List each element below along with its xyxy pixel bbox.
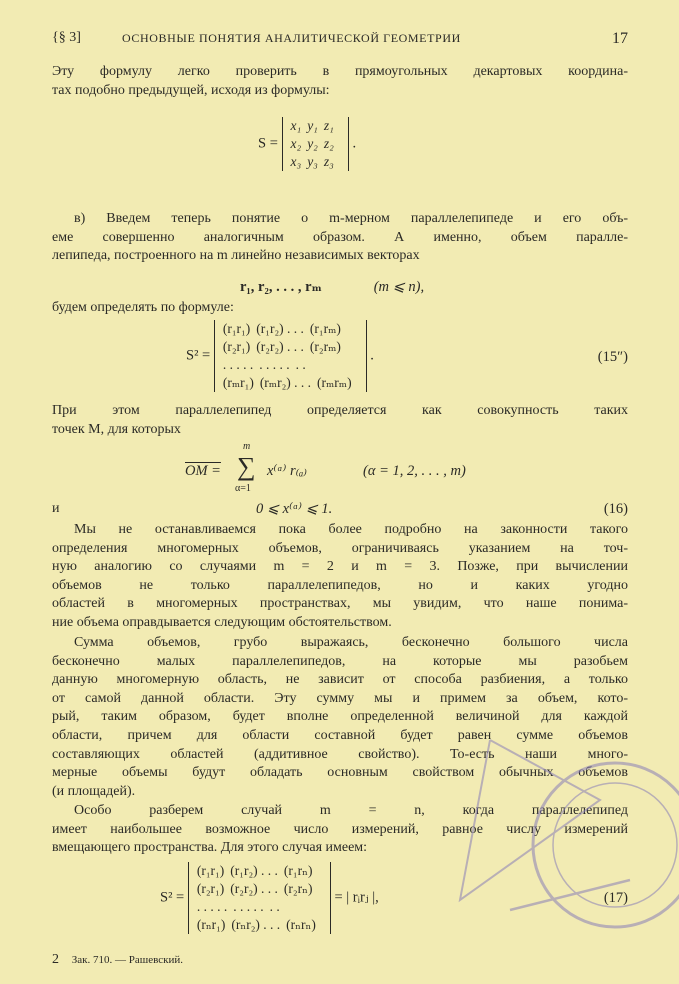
vector-list: r₁, r₂, . . . , rₘ xyxy=(240,279,323,295)
text-line: от самой данной области. Эту сумму мы и примем за объем, кото- xyxy=(52,690,628,706)
determinant-entry: . . xyxy=(269,899,280,914)
determinant-entry: (r₁rₘ) xyxy=(309,321,341,336)
text-line: точек M, для которых xyxy=(52,421,181,437)
equation-number-15: (15″) xyxy=(597,349,628,365)
determinant-entry: x₂ xyxy=(290,136,302,151)
text-line: Эту формулу легко проверить в прямоугольных декартовых координа- xyxy=(52,64,628,79)
determinant-entry: (rₘrₘ) xyxy=(317,375,352,390)
determinant-entry: (rₘr₂) . . . xyxy=(259,375,312,390)
determinant-entry: . . . . . xyxy=(196,899,228,914)
determinant-entry: (r₁r₁) xyxy=(196,863,225,878)
text-line: ние объема оправдывается следующим обстоятельством. xyxy=(52,614,392,630)
text-line: составляющих областей (аддитивное свойство). То-есть наши много- xyxy=(52,746,628,762)
determinant-entry: . . . . . xyxy=(222,357,254,372)
text-line: При этом параллелепипед определяется как совокупность таких xyxy=(52,403,628,418)
printer-footer xyxy=(52,952,183,968)
index-range: (α = 1, 2, . . . , m) xyxy=(363,463,466,479)
determinant-entry: (rₙr₂) . . . xyxy=(231,917,281,932)
text-line: рый, таким образом, будет вполне определенной величиной для каждой xyxy=(52,709,628,725)
determinant-row xyxy=(197,898,322,916)
sum-symbol: ∑ xyxy=(237,452,256,481)
determinant-entry: (rₘr₁) xyxy=(222,375,254,390)
determinant-entry: (r₁r₂) . . . xyxy=(256,321,304,336)
determinant-row xyxy=(223,320,358,338)
section-mark: {§ 3] xyxy=(52,30,81,45)
page-number: 17 xyxy=(612,30,628,47)
text-line: вмещающего пространства. Для этого случая имеем: xyxy=(52,840,368,856)
determinant-entry: (r₂r₁) xyxy=(222,339,251,354)
formula-lhs: S² = xyxy=(186,347,211,364)
text-line: еме совершенно аналогичным образом. А именно, объем паралле- xyxy=(52,229,628,245)
determinant-entry: (r₂rₘ) xyxy=(309,339,341,354)
running-header xyxy=(52,30,628,50)
determinant-row xyxy=(291,117,340,135)
formula-tail: . xyxy=(370,347,374,364)
formula-16: 0 ⩽ x⁽ᵅ⁾ ⩽ 1. xyxy=(256,501,333,517)
library-stamp xyxy=(360,720,679,960)
sum-upper-limit: m xyxy=(243,441,251,452)
text-line: областей в многомерных пространствах, мы увидим, что наше понима- xyxy=(52,596,628,612)
text-line: данную многомерную область, не зависит от способа разбиения, а только xyxy=(52,672,628,688)
text-line: Мы не останавливаемся пока более подробно на законности такого xyxy=(74,522,628,537)
paragraph-my xyxy=(52,521,628,633)
determinant-entry: . . xyxy=(295,357,306,372)
determinant-entry: (r₁r₂) . . . xyxy=(230,863,278,878)
determinant-entry: (r₁r₁) xyxy=(222,321,251,336)
paragraph-definition xyxy=(52,299,628,318)
text-line: бесконечно малых параллелепипедов, на которые мы разобьем xyxy=(52,653,628,669)
determinant-row xyxy=(197,880,322,898)
determinant-row xyxy=(223,356,358,374)
text-line: области, причем для области составной будет равен сумме объемов xyxy=(52,727,628,743)
determinant-row xyxy=(197,862,322,880)
determinant-row xyxy=(223,374,358,392)
determinant-row xyxy=(197,916,322,934)
determinant-entry: y₁ xyxy=(307,118,318,133)
determinant-row xyxy=(291,153,340,171)
header-title: ОСНОВНЫЕ ПОНЯТИЯ АНАЛИТИЧЕСКОЙ ГЕОМЕТРИИ xyxy=(122,31,461,45)
determinant xyxy=(188,862,331,934)
formula-lhs: S = xyxy=(258,135,278,152)
determinant-entry: . . . . . xyxy=(233,899,264,914)
footer-text: Зак. 710. — Рашевский. xyxy=(71,954,183,966)
text-line: мерные объемы будут обладать основным свойством обычных объемов xyxy=(52,765,628,781)
text-line: ную аналогию со случаями m = 2 и m = 3. Позже, при вычислении xyxy=(52,559,628,575)
formula-15 xyxy=(186,320,374,392)
determinant-entry: (r₂r₁) xyxy=(196,881,225,896)
text-line: имеет наибольшее возможное число измерений, равное числу измерений xyxy=(52,821,628,837)
text-line: Особо разберем случай m = n, когда параллелепипед xyxy=(74,803,628,818)
determinant-entry: x₃ xyxy=(290,154,302,169)
text-line: (и площадей). xyxy=(52,783,136,799)
determinant-entry: (rₙrₙ) xyxy=(286,917,316,932)
determinant-row xyxy=(291,135,340,153)
determinant-entry: x₁ xyxy=(290,118,302,133)
formula-determinant-S xyxy=(258,117,356,171)
text-line: определения многомерных объемов, ограничиваясь указанием на точ- xyxy=(52,540,628,556)
determinant-entry: y₃ xyxy=(307,154,318,169)
text-line: в) Введем теперь понятие о m-мерном параллелепипеде и его объ- xyxy=(74,211,628,226)
determinant xyxy=(282,117,349,171)
formula-OM xyxy=(185,442,505,500)
determinant-entry: (r₂r₂) . . . xyxy=(256,339,304,354)
vector-condition: (m ⩽ n), xyxy=(373,279,425,295)
text-line: Сумма объемов, грубо выражаясь, бесконечно большого числа xyxy=(74,635,628,650)
text-line: лепипеда, построенного на m линейно независимых векторах xyxy=(52,248,420,264)
text-line: тах подобно предыдущей, исходя из формулы: xyxy=(52,82,330,98)
text-line: будем определять по формуле: xyxy=(52,300,234,315)
text-line: объемов не только параллелепипедов, но и каких угодно xyxy=(52,577,628,593)
determinant-entry: (r₂r₂) . . . xyxy=(230,881,278,896)
paragraph-v xyxy=(52,210,628,266)
formula-lhs: S² = xyxy=(160,889,185,906)
paragraph-pri xyxy=(52,402,628,439)
determinant-entry: . . . . . xyxy=(259,357,290,372)
determinant-entry: (r₂rₙ) xyxy=(283,881,313,896)
determinant-row xyxy=(223,338,358,356)
conjunction-and: и xyxy=(52,501,60,516)
paragraph-intro xyxy=(52,63,628,100)
determinant-entry: y₂ xyxy=(307,136,318,151)
equation-number-16: (16) xyxy=(603,501,628,517)
determinant xyxy=(214,320,367,392)
sum-body: x⁽ᵅ⁾ r₍ₐ₎ xyxy=(267,463,307,479)
determinant-entry: (r₁rₙ) xyxy=(283,863,313,878)
formula-17 xyxy=(160,862,379,934)
formula-tail: = | rᵢrⱼ |, xyxy=(334,889,379,906)
formula-lhs: OM = xyxy=(185,463,221,479)
determinant-entry: z₁ xyxy=(323,118,334,133)
signature-mark: 2 xyxy=(52,952,59,967)
determinant-entry: (rₙr₁) xyxy=(196,917,226,932)
determinant-entry: z₃ xyxy=(323,154,334,169)
formula-tail: . xyxy=(352,135,357,152)
sum-lower-limit: α=1 xyxy=(235,483,251,494)
stamp-shapes xyxy=(460,740,679,927)
determinant-entry: z₂ xyxy=(323,136,334,151)
formula-vectors xyxy=(240,278,424,296)
equation-number-17: (17) xyxy=(603,890,628,906)
